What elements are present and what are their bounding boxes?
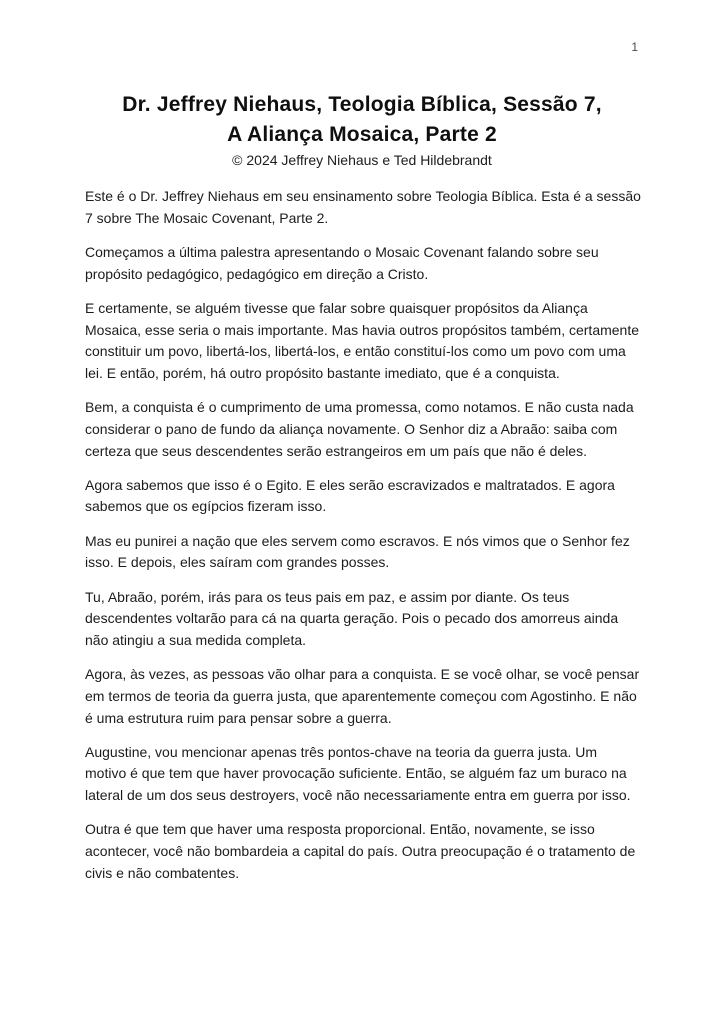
- paragraph: Agora, às vezes, as pessoas vão olhar para a conquista. E se você olhar, se você pensar em termos de teoria da guerra justa, que aparentemente começou com Agostinho. E não é uma estrutura ruim para pensar sobre a guerra.: [85, 666, 640, 726]
- document-header: [0, 90, 724, 170]
- paragraph: Outra é que tem que haver uma resposta proporcional. Então, novamente, se isso acontecer, você não bombardeia a capital do país. Outra preocupação é o tratamento de civis e não combatentes.: [85, 821, 636, 881]
- document-title-line-1: Dr. Jeffrey Niehaus, Teologia Bíblica, Sessão 7,: [122, 93, 602, 116]
- document-body: [85, 186, 641, 897]
- paragraph: Bem, a conquista é o cumprimento de uma promessa, como notamos. E não custa nada considerar o pano de fundo da aliança novamente. O Senhor diz a Abraão: saiba com certeza que seus descendentes serão estrangeiros em um país que não é deles.: [85, 399, 634, 459]
- paragraph: Augustine, vou mencionar apenas três pontos-chave na teoria da guerra justa. Um motivo é que tem que haver provocação suficiente. Então, se alguém faz um buraco na lateral de um dos seus destroyers, você não necessariamente entra em guerra por isso.: [85, 743, 631, 804]
- paragraph: E certamente, se alguém tivesse que falar sobre quaisquer propósitos da Aliança Mosaica, esse seria o mais importante. Mas havia outros propósitos também, certamente constituir um povo, libertá-los, libertá-los, e então constituí-los como um povo com uma lei. E então, porém, há outro propósito bastante imediato, que é a conquista.: [85, 299, 640, 381]
- document-title-line-2: A Aliança Mosaica, Parte 2: [227, 123, 497, 146]
- paragraph: Agora sabemos que isso é o Egito. E eles serão escravizados e maltratados. E agora sabemos que os egípcios fizeram isso.: [85, 476, 615, 515]
- page-number: 1: [631, 40, 638, 54]
- paragraph: Tu, Abraão, porém, irás para os teus pais em paz, e assim por diante. Os teus descendentes voltarão para cá na quarta geração. Pois o pecado dos amorreus ainda não atingiu a sua medida completa.: [85, 588, 619, 648]
- copyright-line: © 2024 Jeffrey Niehaus e Ted Hildebrandt: [232, 152, 492, 168]
- paragraph: Começamos a última palestra apresentando o Mosaic Covenant falando sobre seu propósito pedagógico, pedagógico em direção a Cristo.: [85, 243, 599, 282]
- paragraph: Este é o Dr. Jeffrey Niehaus em seu ensinamento sobre Teologia Bíblica. Esta é a sessão 7 sobre The Mosaic Covenant, Parte 2.: [85, 188, 641, 226]
- paragraph: Mas eu punirei a nação que eles servem como escravos. E nós vimos que o Senhor fez isso. E depois, eles saíram com grandes posses.: [85, 532, 630, 571]
